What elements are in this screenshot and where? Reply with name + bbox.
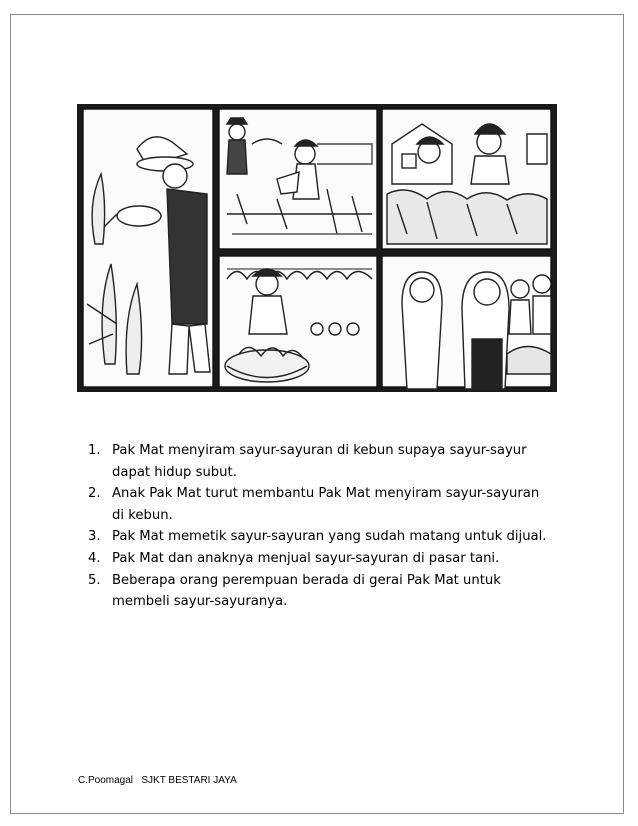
comic-illustration — [77, 104, 557, 392]
list-item — [88, 548, 588, 570]
item-text: Anak Pak Mat turut membantu Pak Mat menyiram sayur-sayuran — [112, 486, 540, 502]
item-text: dapat hidup subut. — [112, 464, 237, 480]
item-number: 4. — [88, 550, 101, 566]
item-text: Beberapa orang perempuan berada di gerai Pak Mat untuk — [112, 572, 501, 588]
panel-5-market-stall — [402, 272, 551, 389]
item-text: membeli sayur-sayuranya. — [112, 594, 288, 610]
item-text: Pak Mat dan anaknya menjual sayur-sayuran di pasar tani. — [112, 550, 500, 566]
footer-author: C.Poomagal SJKT BESTARI JAYA — [78, 775, 237, 786]
item-number: 2. — [88, 486, 101, 502]
list-item — [88, 440, 588, 483]
item-text: Pak Mat memetik sayur-sayuran yang sudah matang untuk dijual. — [112, 529, 547, 545]
item-text: Pak Mat menyiram sayur-sayuran di kebun supaya sayur-sayur — [112, 443, 527, 458]
sentence-list — [88, 440, 588, 613]
list-item — [88, 570, 588, 613]
item-number: 1. — [88, 443, 101, 458]
list-item — [88, 526, 588, 548]
list-item — [88, 483, 588, 526]
item-number: 5. — [88, 572, 101, 588]
item-text: di kebun. — [112, 507, 173, 523]
item-number: 3. — [88, 529, 101, 545]
